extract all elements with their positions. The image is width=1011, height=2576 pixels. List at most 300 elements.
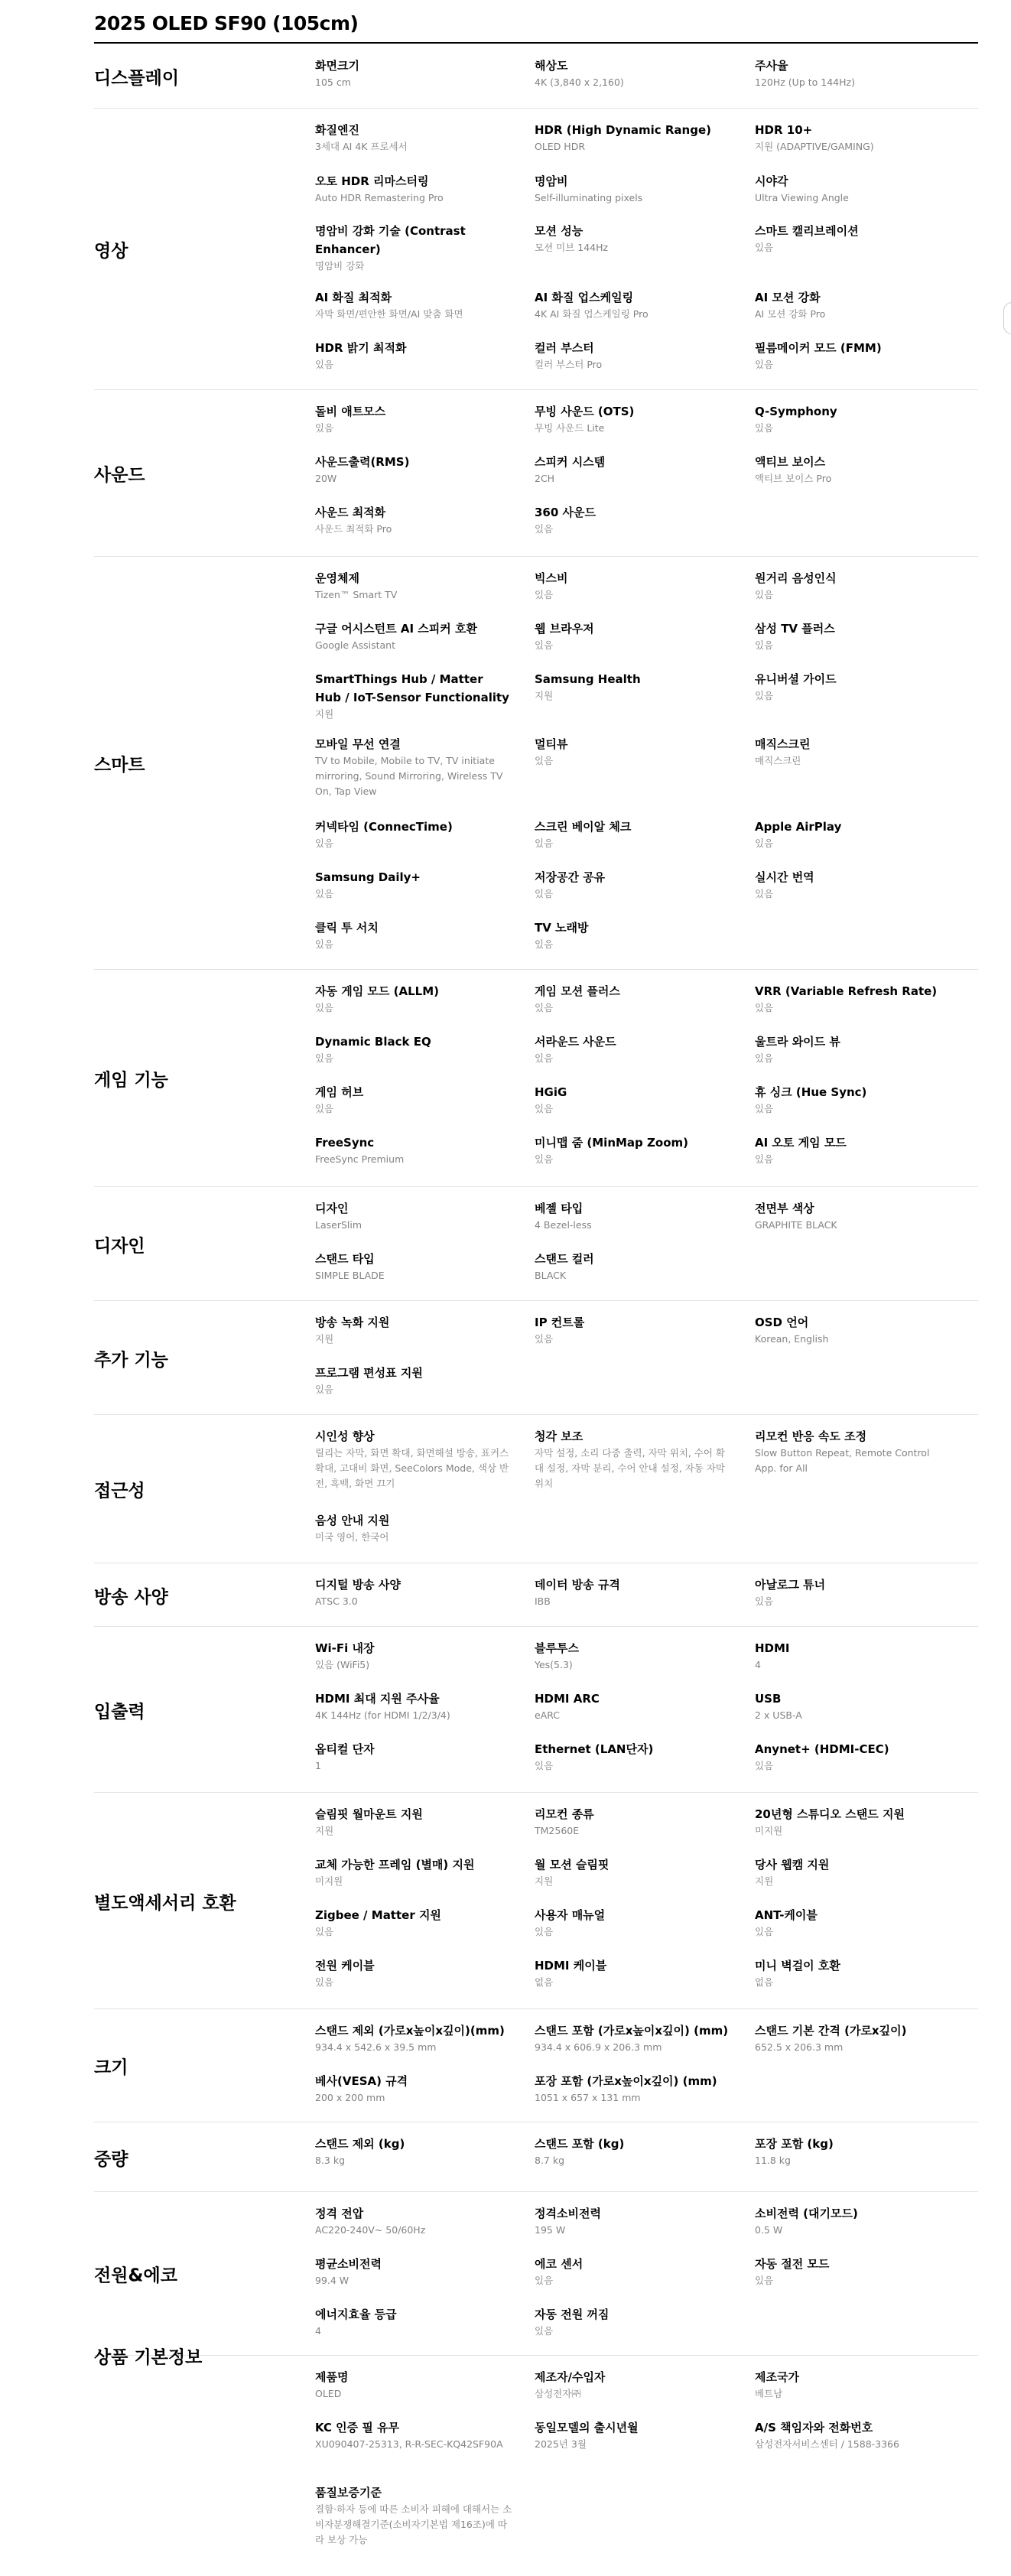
spec-item	[755, 222, 952, 255]
spec-value: 매직스크린	[755, 755, 801, 766]
spec-label: 미니 벽걸이 호환	[755, 1959, 840, 1973]
spec-label: HDMI	[755, 1641, 790, 1655]
spec-section	[94, 2009, 978, 2122]
spec-item	[535, 1956, 732, 1990]
spec-label: AI 모션 강화	[755, 291, 821, 304]
spec-value: 있음	[755, 242, 774, 253]
section-title: 추가 기능	[94, 1350, 168, 1370]
spec-label: 포장 포함 (kg)	[755, 2137, 834, 2151]
spec-value: 있음	[315, 938, 334, 950]
spec-value: XU090407-25313, R-R-SEC-KQ42SF90A	[315, 2438, 503, 2450]
spec-label: 명암비 강화 기술 (Contrast Enhancer)	[315, 224, 466, 256]
spec-section	[94, 1415, 978, 1563]
spec-item	[535, 1083, 732, 1117]
spec-section	[94, 44, 978, 109]
spec-label: 자동 게임 모드 (ALLM)	[315, 984, 439, 998]
spec-label: TV 노래방	[535, 921, 589, 935]
spec-value: 99.4 W	[315, 2275, 349, 2286]
spec-item	[315, 670, 512, 722]
spec-item	[755, 172, 952, 206]
spec-value: 있음	[535, 1333, 554, 1345]
spec-value: 있음	[755, 2275, 774, 2286]
section-title: 디자인	[94, 1236, 145, 1256]
spec-value: GRAPHITE BLACK	[755, 1219, 837, 1231]
spec-item	[755, 569, 952, 603]
spec-label: 제조국가	[755, 2370, 799, 2384]
spec-value: 있음	[535, 1103, 554, 1114]
spec-label: 리모컨 종류	[535, 1807, 594, 1821]
spec-value: 있음	[535, 1153, 554, 1165]
spec-item	[535, 2418, 732, 2452]
spec-label: 사운드출력(RMS)	[315, 455, 410, 469]
spec-item	[315, 569, 512, 603]
spec-label: 게임 허브	[315, 1085, 364, 1099]
spec-value: IBB	[535, 1595, 551, 1607]
spec-label: 화면크기	[315, 59, 359, 73]
spec-item	[315, 1856, 512, 1889]
spec-value: OLED	[315, 2388, 342, 2399]
spec-label: HDMI ARC	[535, 1692, 600, 1706]
spec-item	[755, 121, 952, 154]
spec-item	[755, 1805, 952, 1839]
spec-label: 베사(VESA) 규격	[315, 2074, 408, 2088]
spec-label: 해상도	[535, 59, 568, 73]
spec-value: 릴리는 자막, 화면 확대, 화면해설 방송, 표커스 확대, 고대비 화면, SeeColors Mode, 색상 반전, 흑백, 화면 끄기	[315, 1447, 509, 1489]
spec-label: 컬러 부스터	[535, 341, 594, 355]
spec-label: 서라운드 사운드	[535, 1035, 616, 1049]
spec-value: 결함·하자 등에 따른 소비자 피해에 대해서는 소비자분쟁해결기준(소비자기본법 제16조)에 따라 보상 가능	[315, 2503, 512, 2545]
spec-item	[315, 868, 512, 902]
spec-value: 있음	[315, 1052, 334, 1064]
spec-item	[315, 1083, 512, 1117]
spec-item	[315, 2135, 512, 2168]
spec-value: 있음 (WiFi5)	[315, 1659, 370, 1670]
spec-label: KC 인증 필 유무	[315, 2421, 400, 2435]
spec-item	[755, 1690, 952, 1723]
spec-value: 있음	[535, 938, 554, 950]
section-title: 입출력	[94, 1702, 145, 1722]
section-title: 게임 기능	[94, 1070, 168, 1091]
spec-item	[535, 1250, 732, 1283]
spec-item	[315, 2483, 512, 2548]
spec-item	[315, 1576, 512, 1609]
spec-item	[315, 620, 512, 653]
spec-value: 삼성전자서비스센터 / 1588-3366	[755, 2438, 899, 2450]
spec-item	[535, 2255, 732, 2288]
spec-value: Ultra Viewing Angle	[755, 192, 849, 203]
spec-item	[755, 453, 952, 486]
spec-value: 있음	[755, 1103, 774, 1114]
spec-label: 전원 케이블	[315, 1959, 375, 1973]
spec-value: 모션 미브 144Hz	[535, 242, 609, 253]
spec-section	[94, 2192, 978, 2356]
spec-item	[535, 2305, 732, 2339]
spec-label: 오토 HDR 리마스터링	[315, 174, 429, 188]
spec-item	[535, 1134, 732, 1167]
spec-value: 있음	[315, 422, 334, 434]
spec-label: 에코 센서	[535, 2257, 584, 2271]
spec-value: 1051 x 657 x 131 mm	[535, 2092, 641, 2103]
spec-item	[755, 982, 952, 1016]
side-scroll-tab[interactable]	[1003, 302, 1011, 334]
spec-label: 스탠드 타입	[315, 1252, 375, 1266]
spec-item	[315, 121, 512, 154]
spec-value: 4K AI 화질 업스케일링 Pro	[535, 308, 649, 320]
spec-value: 8.3 kg	[315, 2155, 346, 2166]
spec-label: 클릭 투 서치	[315, 921, 379, 935]
spec-item	[755, 339, 952, 372]
spec-item	[755, 1427, 952, 1476]
spec-label: 프로그램 편성표 지원	[315, 1366, 423, 1380]
section-title: 디스플레이	[94, 68, 180, 89]
spec-value: 무빙 사운드 Lite	[535, 422, 605, 434]
spec-item	[315, 1805, 512, 1839]
spec-value: OLED HDR	[535, 141, 586, 152]
spec-value: 있음	[535, 589, 554, 600]
spec-value: 베트남	[755, 2388, 783, 2399]
section-title: 사운드	[94, 465, 145, 486]
spec-value: 934.4 x 542.6 x 39.5 mm	[315, 2041, 437, 2053]
spec-label: 휴 싱크 (Hue Sync)	[755, 1085, 867, 1099]
spec-item	[755, 1906, 952, 1940]
spec-label: 스마트 캘리브레이션	[755, 224, 859, 238]
spec-value: TM2560E	[535, 1825, 580, 1836]
spec-value: 자막 화면/편안한 화면/AI 맞춤 화면	[315, 308, 463, 320]
spec-value: 있음	[755, 1760, 774, 1771]
spec-item	[315, 222, 512, 274]
spec-item	[535, 2021, 732, 2055]
spec-label: 스탠드 포함 (kg)	[535, 2137, 625, 2151]
spec-section	[94, 109, 978, 390]
spec-value: 있음	[315, 1002, 334, 1013]
spec-label: Zigbee / Matter 지원	[315, 1908, 441, 1922]
spec-value: TV to Mobile, Mobile to TV, TV initiate mirroring, Sound Mirroring, Wireless TV On, Tap View	[315, 755, 503, 797]
spec-label: 매직스크린	[755, 737, 811, 751]
spec-label: 커넥타임 (ConnecTime)	[315, 820, 453, 834]
spec-value: 있음	[755, 1002, 774, 1013]
spec-item	[755, 1199, 952, 1233]
spec-item	[315, 2368, 512, 2402]
spec-item	[535, 453, 732, 486]
spec-label: 당사 웹캠 지원	[755, 1858, 830, 1872]
spec-item	[755, 735, 952, 769]
spec-value: 있음	[535, 2325, 554, 2337]
spec-item	[755, 2255, 952, 2288]
spec-label: 명암비	[535, 174, 568, 188]
spec-label: 구글 어시스턴트 AI 스피커 호환	[315, 622, 477, 636]
spec-item	[315, 1199, 512, 1233]
spec-label: 교체 가능한 프레임 (별매) 지원	[315, 1858, 475, 1872]
spec-label: AI 화질 업스케일링	[535, 291, 634, 304]
spec-value: 있음	[755, 1052, 774, 1064]
section-title: 별도액세서리 호환	[94, 1893, 236, 1913]
spec-value: 4	[755, 1659, 761, 1670]
spec-label: 동일모델의 출시년월	[535, 2421, 639, 2435]
spec-label: 월 모션 슬림핏	[535, 1858, 610, 1872]
spec-value: 없음	[535, 1976, 554, 1988]
spec-label: 스피커 시스템	[535, 455, 606, 469]
spec-label: 시인성 향상	[315, 1429, 375, 1443]
spec-value: BLACK	[535, 1270, 567, 1281]
spec-value: 있음	[755, 589, 774, 600]
spec-item	[535, 1427, 732, 1491]
spec-item	[755, 2204, 952, 2238]
spec-item	[755, 2418, 952, 2452]
spec-item	[535, 121, 732, 154]
spec-item	[755, 1083, 952, 1117]
spec-item	[315, 1033, 512, 1066]
spec-value: 4	[315, 2325, 321, 2337]
spec-label: 정격소비전력	[535, 2207, 601, 2220]
spec-value: 있음	[535, 1760, 554, 1771]
spec-value: SIMPLE BLADE	[315, 1270, 385, 1281]
spec-label: 화질엔진	[315, 123, 359, 137]
spec-item	[755, 57, 952, 90]
spec-label: 에너지효율 등급	[315, 2308, 397, 2321]
spec-item	[535, 818, 732, 851]
spec-item	[535, 569, 732, 603]
spec-label: 제조자/수입자	[535, 2370, 606, 2384]
spec-label: 디자인	[315, 1202, 349, 1215]
spec-label: 저장공간 공유	[535, 870, 606, 884]
spec-value: 4K (3,840 x 2,160)	[535, 76, 624, 88]
spec-value: 있음	[315, 1384, 334, 1395]
spec-label: 스탠드 기본 간격 (가로x깊이)	[755, 2024, 907, 2038]
spec-value: 1	[315, 1760, 321, 1771]
spec-label: 베젤 타입	[535, 1202, 584, 1215]
spec-label: AI 화질 최적화	[315, 291, 392, 304]
spec-item	[315, 2021, 512, 2055]
spec-section	[94, 1563, 978, 1627]
title-underline	[94, 42, 978, 44]
spec-item	[315, 288, 512, 322]
spec-item	[315, 1690, 512, 1723]
spec-value: 있음	[755, 1153, 774, 1165]
spec-section	[94, 1793, 978, 2009]
spec-item	[535, 735, 732, 769]
spec-label: 청각 보조	[535, 1429, 584, 1443]
spec-label: 돌비 애트모스	[315, 405, 386, 418]
spec-value: 컬러 부스터 Pro	[535, 359, 603, 370]
spec-item	[535, 1856, 732, 1889]
spec-value: 있음	[535, 639, 554, 651]
spec-label: 운영체제	[315, 571, 359, 585]
spec-value: 120Hz (Up to 144Hz)	[755, 76, 855, 88]
spec-item	[755, 670, 952, 704]
spec-value: 있음	[315, 359, 334, 370]
spec-label: 제품명	[315, 2370, 349, 2384]
spec-item	[535, 982, 732, 1016]
spec-label: 음성 안내 지원	[315, 1514, 390, 1527]
spec-value: 자막 설정, 소리 다중 출력, 자막 위치, 수어 확대 설정, 자막 분리, 수어 안내 설정, 자동 자막 위치	[535, 1447, 725, 1489]
spec-value: 지원	[315, 1825, 334, 1836]
spec-label: 자동 절전 모드	[755, 2257, 830, 2271]
spec-value: Google Assistant	[315, 639, 395, 651]
spec-label: 리모컨 반응 속도 조정	[755, 1429, 867, 1443]
page-title: 2025 OLED SF90 (105cm)	[94, 12, 359, 34]
spec-value: FreeSync Premium	[315, 1153, 405, 1165]
spec-item	[755, 402, 952, 436]
spec-value: 지원 (ADAPTIVE/GAMING)	[755, 141, 874, 152]
spec-label: 삼성 TV 플러스	[755, 622, 835, 636]
spec-label: Q-Symphony	[755, 405, 837, 418]
spec-label: 액티브 보이스	[755, 455, 826, 469]
spec-value: 있음	[755, 1595, 774, 1607]
spec-item	[755, 1033, 952, 1066]
spec-item	[535, 1639, 732, 1673]
spec-item	[535, 1199, 732, 1233]
spec-value: 명암비 강화	[315, 260, 365, 272]
spec-value: 11.8 kg	[755, 2155, 791, 2166]
spec-label: 원거리 음성인식	[755, 571, 837, 585]
spec-item	[535, 288, 732, 322]
spec-item	[315, 982, 512, 1016]
spec-item	[755, 2135, 952, 2168]
spec-label: 무빙 사운드 (OTS)	[535, 405, 635, 418]
spec-label: 360 사운드	[535, 506, 597, 519]
spec-item	[315, 818, 512, 851]
spec-label: 멀티뷰	[535, 737, 568, 751]
spec-item	[535, 172, 732, 206]
spec-item	[315, 1740, 512, 1774]
spec-label: 디지털 방송 사양	[315, 1578, 401, 1592]
spec-label: 미니맵 줌 (MinMap Zoom)	[535, 1136, 688, 1150]
spec-label: 모바일 무선 연결	[315, 737, 401, 751]
spec-section	[94, 390, 978, 557]
spec-value: 있음	[755, 690, 774, 701]
spec-label: HGiG	[535, 1085, 567, 1099]
section-title: 중량	[94, 2149, 128, 2169]
spec-item	[535, 1576, 732, 1609]
spec-value: Self-illuminating pixels	[535, 192, 643, 203]
spec-item	[535, 1805, 732, 1839]
spec-value: 미지원	[755, 1825, 783, 1836]
spec-item	[315, 402, 512, 436]
spec-value: 있음	[755, 888, 774, 899]
spec-value: 3세대 AI 4K 프로세서	[315, 141, 408, 152]
spec-item	[755, 2021, 952, 2055]
spec-label: A/S 책임자와 전화번호	[755, 2421, 873, 2435]
spec-section	[94, 557, 978, 970]
spec-item	[315, 735, 512, 799]
spec-item	[315, 339, 512, 372]
spec-section	[94, 1627, 978, 1793]
spec-value: 있음	[315, 888, 334, 899]
section-title: 접근성	[94, 1481, 145, 1501]
section-title: 영상	[94, 241, 128, 262]
spec-label: USB	[755, 1692, 782, 1706]
spec-label: Dynamic Black EQ	[315, 1035, 431, 1049]
spec-item	[315, 1906, 512, 1940]
spec-value: 4 Bezel-less	[535, 1219, 592, 1231]
spec-item	[755, 1134, 952, 1167]
spec-value: 있음	[535, 1926, 554, 1937]
spec-label: 모션 성능	[535, 224, 584, 238]
spec-label: 스탠드 컬러	[535, 1252, 594, 1266]
spec-value: 4K 144Hz (for HDMI 1/2/3/4)	[315, 1709, 450, 1721]
spec-label: HDMI 최대 지원 주사율	[315, 1692, 440, 1706]
spec-item	[535, 402, 732, 436]
spec-value: 있음	[755, 838, 774, 849]
spec-value: 액티브 보이스 Pro	[755, 473, 832, 484]
spec-label: IP 컨트롤	[535, 1316, 585, 1329]
spec-value: AI 모션 강화 Pro	[755, 308, 826, 320]
spec-label: 블루투스	[535, 1641, 579, 1655]
spec-label: 스탠드 포함 (가로x높이x깊이) (mm)	[535, 2024, 729, 2038]
spec-value: 있음	[535, 1002, 554, 1013]
spec-item	[535, 670, 732, 704]
spec-item	[755, 1956, 952, 1990]
spec-label: 빅스비	[535, 571, 568, 585]
spec-item	[315, 172, 512, 206]
spec-label: 방송 녹화 지원	[315, 1316, 390, 1329]
spec-item	[535, 2135, 732, 2168]
spec-label: 사운드 최적화	[315, 506, 386, 519]
spec-item	[535, 222, 732, 255]
spec-label: 평균소비전력	[315, 2257, 382, 2271]
spec-item	[755, 288, 952, 322]
spec-label: 옵티컬 단자	[315, 1742, 375, 1756]
spec-item	[315, 1511, 512, 1545]
spec-label: HDR (High Dynamic Range)	[535, 123, 711, 137]
spec-item	[535, 1740, 732, 1774]
spec-label: 울트라 와이드 뷰	[755, 1035, 840, 1049]
section-title: 방송 사양	[94, 1587, 168, 1607]
spec-value: 미국 영어, 한국어	[315, 1531, 389, 1543]
spec-item	[315, 1956, 512, 1990]
spec-item	[315, 1364, 512, 1397]
spec-label: Ethernet (LAN단자)	[535, 1742, 654, 1756]
spec-item	[755, 2368, 952, 2402]
spec-item	[535, 339, 732, 372]
spec-item	[535, 919, 732, 952]
spec-value: 있음	[755, 639, 774, 651]
spec-item	[535, 2204, 732, 2238]
section-title: 전원&에코	[94, 2265, 177, 2286]
spec-value: Tizen™ Smart TV	[315, 589, 398, 600]
spec-label: AI 오토 게임 모드	[755, 1136, 847, 1150]
spec-label: 스탠드 제외 (kg)	[315, 2137, 405, 2151]
spec-label: 스크린 베이알 체크	[535, 820, 632, 834]
spec-value: 있음	[315, 1103, 334, 1114]
spec-value: 지원	[315, 708, 334, 720]
spec-label: 필름메이커 모드 (FMM)	[755, 341, 882, 355]
spec-item	[315, 503, 512, 537]
spec-value: Korean, English	[755, 1333, 829, 1345]
spec-item	[535, 868, 732, 902]
spec-label: OSD 언어	[755, 1316, 809, 1329]
spec-value: Slow Button Repeat, Remote Control App. for All	[755, 1447, 930, 1474]
spec-item	[315, 2072, 512, 2106]
spec-label: ANT-케이블	[755, 1908, 818, 1922]
spec-value: 없음	[755, 1976, 774, 1988]
spec-value: 지원	[755, 1875, 774, 1887]
spec-value: 2CH	[535, 473, 555, 484]
spec-label: 품질보증기준	[315, 2486, 382, 2500]
section-title: 스마트	[94, 755, 145, 776]
spec-label: Samsung Health	[535, 672, 641, 686]
spec-item	[535, 1906, 732, 1940]
spec-item	[755, 1313, 952, 1347]
spec-item	[535, 1033, 732, 1066]
spec-item	[315, 1427, 512, 1491]
spec-label: 데이터 방송 규격	[535, 1578, 620, 1592]
spec-label: Anynet+ (HDMI-CEC)	[755, 1742, 889, 1756]
spec-value: 있음	[535, 755, 554, 766]
spec-label: 자동 전원 꺼짐	[535, 2308, 610, 2321]
spec-item	[315, 453, 512, 486]
spec-item	[315, 1134, 512, 1167]
